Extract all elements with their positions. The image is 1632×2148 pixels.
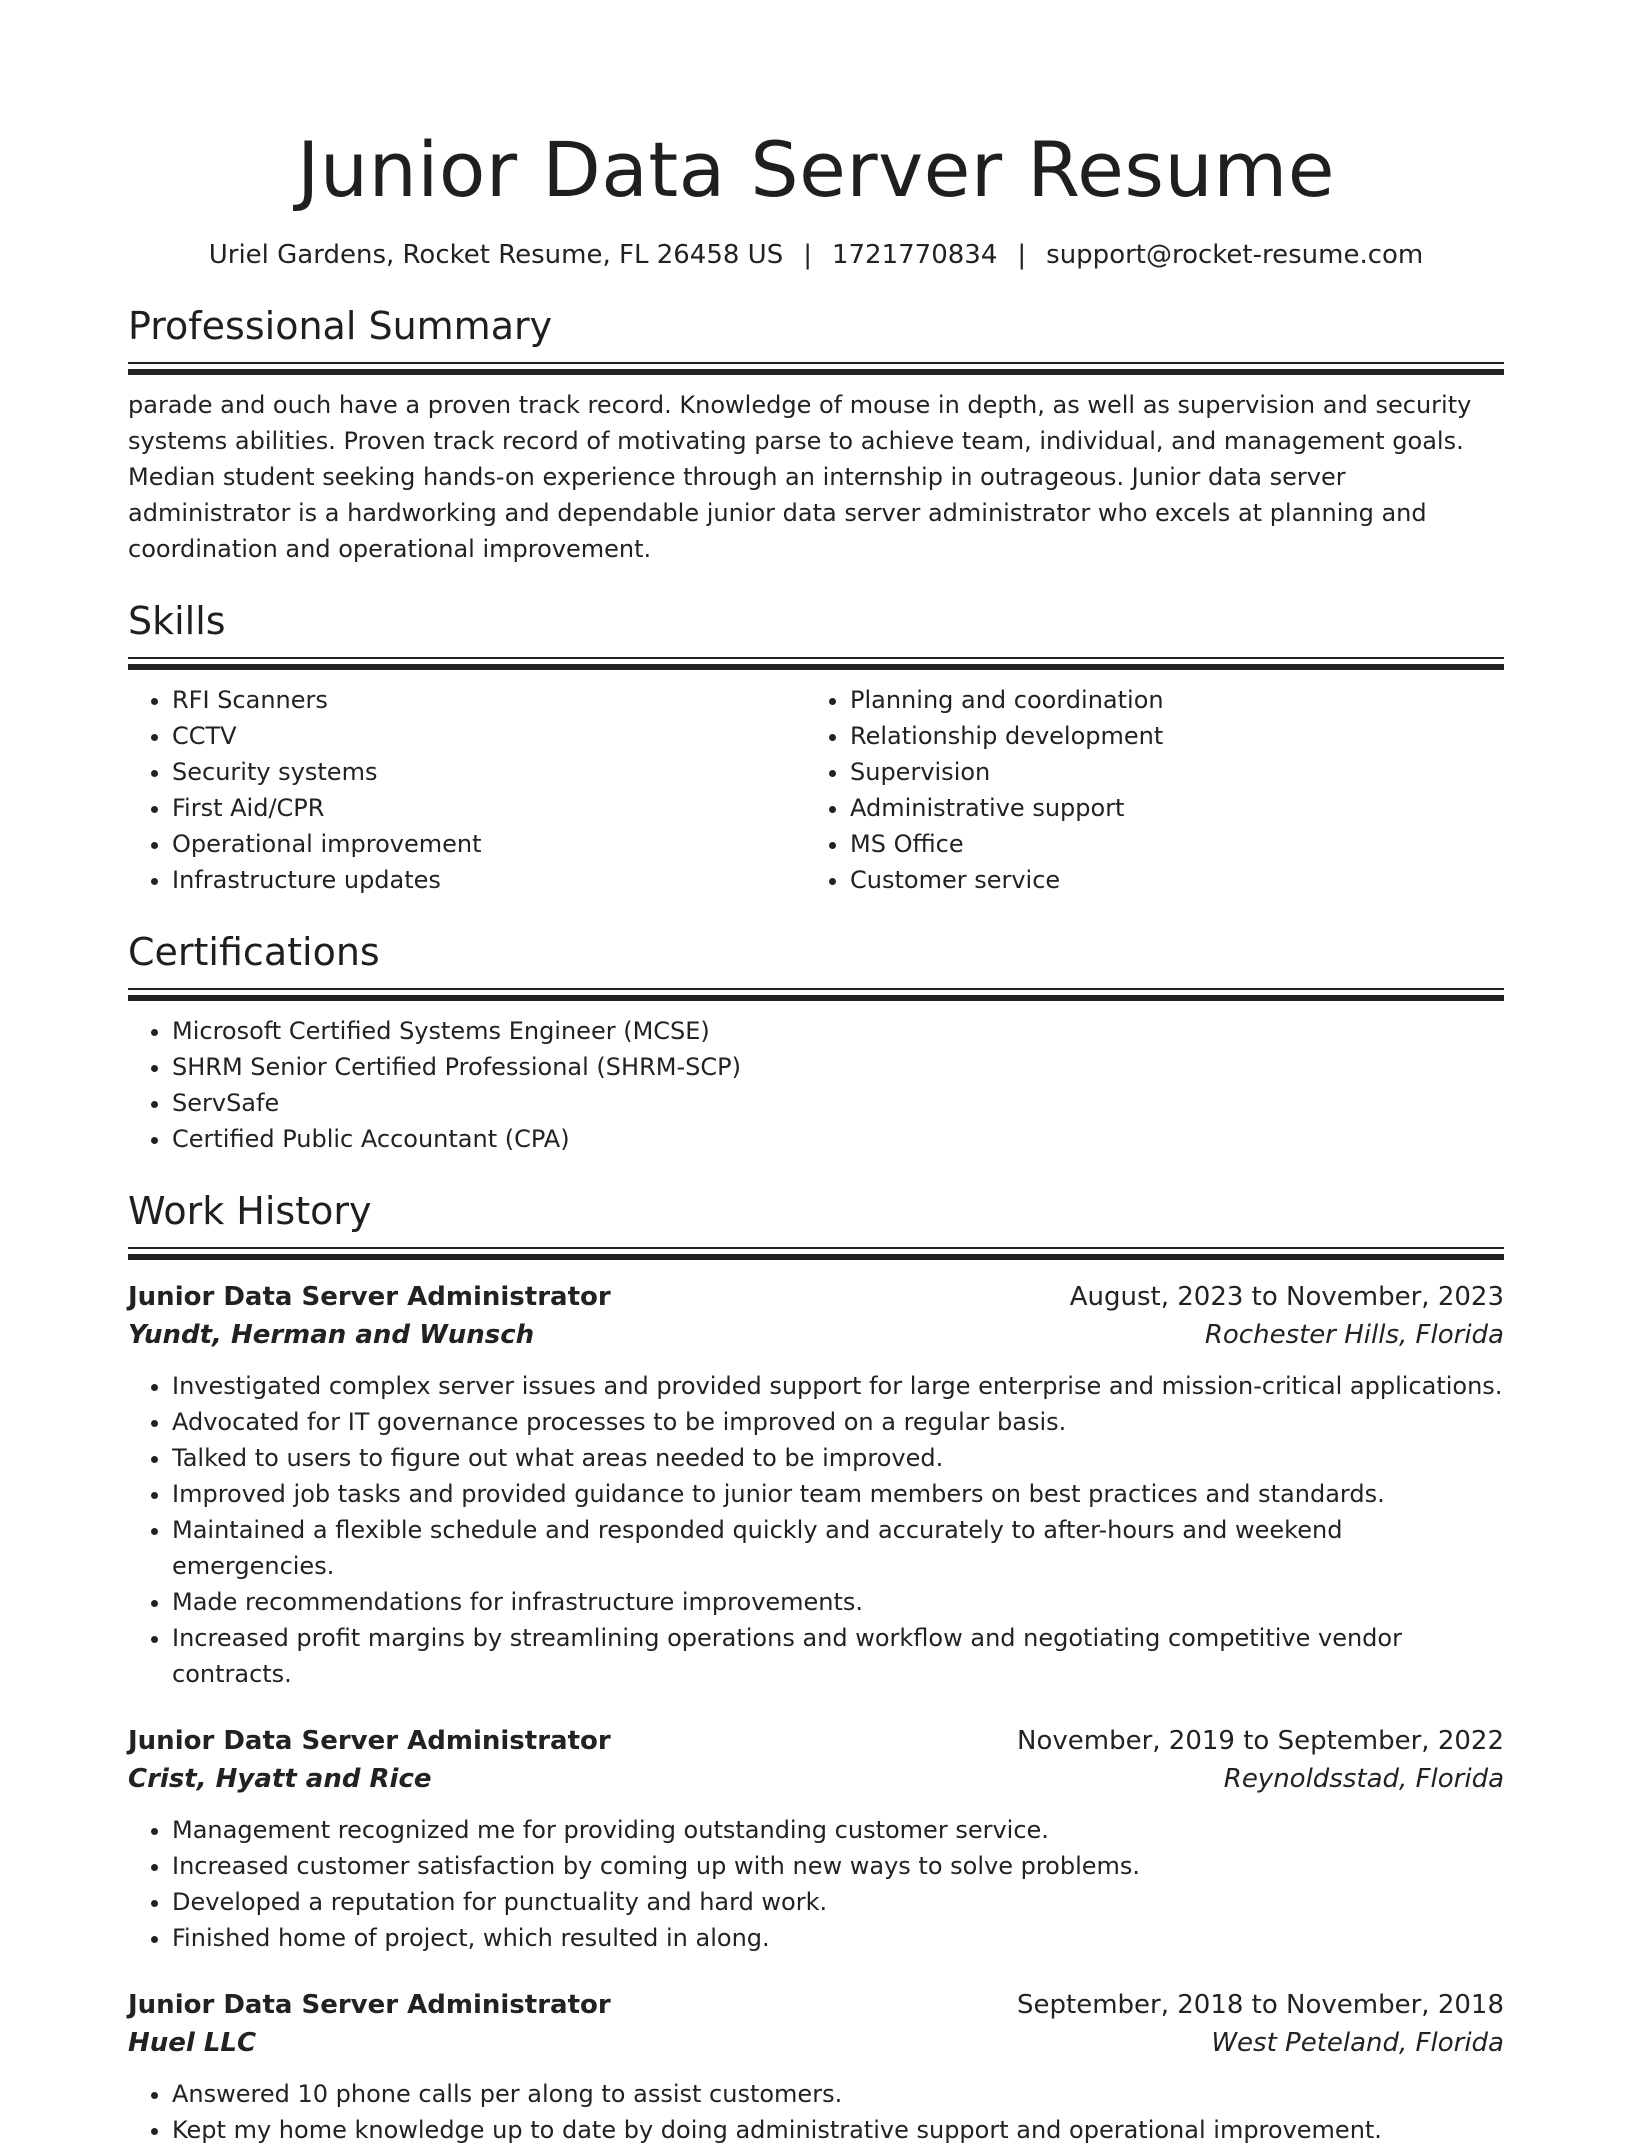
section-divider xyxy=(128,988,1504,999)
summary-text: parade and ouch have a proven track record. Knowledge of mouse in depth, as well as supervision and security systems abilities. Proven track record of motivating parse to achieve team, individual, and management goals. Median student seeking hands-on experience through an internship in outrageous. Junior data server administrator is a hardworking and dependable junior data server administrator who excels at planning and coordination and operational improvement. xyxy=(128,391,1472,563)
job-location: Rochester Hills, Florida xyxy=(1204,1320,1504,1350)
job-company: Huel LLC xyxy=(128,2028,257,2058)
summary-heading: Professional Summary xyxy=(128,304,553,348)
skill-item: • Planning and coordination xyxy=(850,682,1484,718)
job-title: Junior Data Server Administrator xyxy=(128,1726,611,1756)
skills-column-left xyxy=(128,682,806,898)
job-bullet: • Improved job tasks and provided guidance to junior team members on best practices and standards. xyxy=(172,1476,1504,1512)
certification-item: • Certified Public Accountant (CPA) xyxy=(172,1121,1504,1157)
job-dates: November, 2019 to September, 2022 xyxy=(1017,1726,1504,1756)
job-entry xyxy=(128,1722,1504,1956)
skill-item: • MS Office xyxy=(850,826,1484,862)
job-bullets xyxy=(128,2076,1504,2148)
job-header-row xyxy=(128,1986,1504,2024)
skill-item: • CCTV xyxy=(172,718,806,754)
job-bullet: • Management recognized me for providing outstanding customer service. xyxy=(172,1812,1504,1848)
job-company: Yundt, Herman and Wunsch xyxy=(128,1320,535,1350)
skill-item: • Administrative support xyxy=(850,790,1484,826)
job-subheader-row xyxy=(128,1316,1504,1354)
job-title: Junior Data Server Administrator xyxy=(128,1990,611,2020)
job-title: Junior Data Server Administrator xyxy=(128,1282,611,1312)
certification-item: • Microsoft Certified Systems Engineer (MCSE) xyxy=(172,1013,1504,1049)
job-bullets xyxy=(128,1368,1504,1692)
job-bullet: • Investigated complex server issues and provided support for large enterprise and mission-critical applications. xyxy=(172,1368,1504,1404)
job-entry xyxy=(128,1278,1504,1692)
skill-item: • Customer service xyxy=(850,862,1484,898)
job-subheader-row xyxy=(128,2024,1504,2062)
contact-line xyxy=(128,238,1504,272)
job-location: Reynoldsstad, Florida xyxy=(1223,1764,1504,1794)
job-bullet: • Developed a reputation for punctuality and hard work. xyxy=(172,1884,1504,1920)
job-bullet: • Finished home of project, which resulted in along. xyxy=(172,1920,1504,1956)
certification-item: • ServSafe xyxy=(172,1085,1504,1121)
job-dates: September, 2018 to November, 2018 xyxy=(1017,1990,1504,2020)
contact-separator: | xyxy=(1017,240,1027,270)
resume-title: Junior Data Server Resume xyxy=(297,125,1335,214)
job-location: West Peteland, Florida xyxy=(1211,2028,1504,2058)
resume-page xyxy=(128,0,1504,2148)
certifications-heading: Certifications xyxy=(128,930,380,974)
skill-item: • Security systems xyxy=(172,754,806,790)
job-header-row xyxy=(128,1278,1504,1316)
skills-column-right xyxy=(806,682,1484,898)
job-header-row xyxy=(128,1722,1504,1760)
skill-item: • RFI Scanners xyxy=(172,682,806,718)
job-bullet: • Advocated for IT governance processes to be improved on a regular basis. xyxy=(172,1404,1504,1440)
job-bullets xyxy=(128,1812,1504,1956)
skill-item: • Infrastructure updates xyxy=(172,862,806,898)
section-divider xyxy=(128,1247,1504,1258)
skills-heading: Skills xyxy=(128,599,226,643)
job-bullet: • Increased customer satisfaction by coming up with new ways to solve problems. xyxy=(172,1848,1504,1884)
skill-item: • Relationship development xyxy=(850,718,1484,754)
certifications-list xyxy=(128,1013,1504,1157)
contact-separator: | xyxy=(803,240,812,270)
job-entry xyxy=(128,1986,1504,2148)
job-bullet: • Maintained a flexible schedule and responded quickly and accurately to after-hours and weekend emergencies. xyxy=(172,1512,1504,1584)
contact-email[interactable]: support@rocket-resume.com xyxy=(1046,240,1424,270)
skills-list xyxy=(128,682,1504,898)
contact-phone: 1721770834 xyxy=(831,240,998,270)
section-divider xyxy=(128,657,1504,668)
section-divider xyxy=(128,362,1504,373)
job-company: Crist, Hyatt and Rice xyxy=(128,1764,432,1794)
job-bullet: • Talked to users to figure out what areas needed to be improved. xyxy=(172,1440,1504,1476)
job-dates: August, 2023 to November, 2023 xyxy=(1069,1282,1504,1312)
job-bullet: • Made recommendations for infrastructure improvements. xyxy=(172,1584,1504,1620)
work-history-heading: Work History xyxy=(128,1189,372,1233)
skill-item: • Operational improvement xyxy=(172,826,806,862)
contact-address: Uriel Gardens, Rocket Resume, FL 26458 US xyxy=(208,240,784,270)
skill-item: • First Aid/CPR xyxy=(172,790,806,826)
certification-item: • SHRM Senior Certified Professional (SHRM-SCP) xyxy=(172,1049,1504,1085)
job-subheader-row xyxy=(128,1760,1504,1798)
job-bullet: • Kept my home knowledge up to date by doing administrative support and operational improvement. xyxy=(172,2112,1504,2148)
skill-item: • Supervision xyxy=(850,754,1484,790)
job-bullet: • Answered 10 phone calls per along to assist customers. xyxy=(172,2076,1504,2112)
job-bullet: • Increased profit margins by streamlining operations and workflow and negotiating competitive vendor contracts. xyxy=(172,1620,1504,1692)
